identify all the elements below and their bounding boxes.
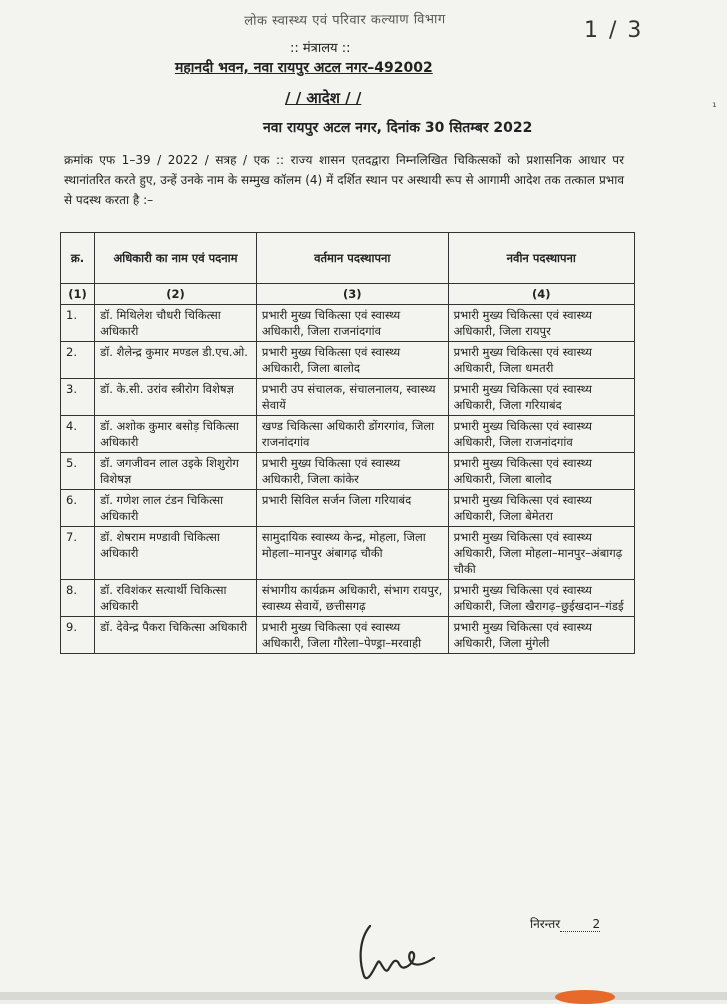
- page-number: 1 / 3: [584, 18, 644, 43]
- table-row: [61, 617, 635, 654]
- order-intro-paragraph: क्रमांक एफ 1–39 / 2022 / सत्रह / एक :: राज्य शासन एतदद्वारा निम्नलिखित चिकित्सकों को प्रशासनिक आधार पर स्थानांतरित करते हुए, उन्हें उनके नाम के सम्मुख कॉलम (4) में दर्शित स्थान पर अस्थायी रूप से आगामी आदेश तक तत्काल प्रभाव से पदस्थ करता है :–: [64, 153, 624, 207]
- header-sno: क्र.: [61, 233, 95, 284]
- table-row: [61, 580, 635, 617]
- row-new-posting: प्रभारी मुख्य चिकित्सा एवं स्वास्थ्य अधिकारी, जिला मोहला–मानपुर–अंबागढ़ चौकी: [448, 527, 634, 580]
- table-row: [61, 379, 635, 416]
- row-sno: 5.: [61, 453, 95, 490]
- row-officer-name: डॉ. रविशंकर सत्यार्थी चिकित्सा अधिकारी: [95, 580, 257, 617]
- row-current-posting: खण्ड चिकित्सा अधिकारी डोंगरगांव, जिला राजनांदगांव: [256, 416, 448, 453]
- row-sno: 1.: [61, 305, 95, 342]
- table-row: [61, 305, 635, 342]
- row-officer-name: डॉ. के.सी. उरांव स्त्रीरोग विशेषज्ञ: [95, 379, 257, 416]
- row-current-posting: प्रभारी मुख्य चिकित्सा एवं स्वास्थ्य अधिकारी, जिला गौरेला–पेण्ड्रा–मरवाही: [256, 617, 448, 654]
- row-officer-name: डॉ. शैलेन्द्र कुमार मण्डल डी.एच.ओ.: [95, 342, 257, 379]
- col-number-2: (2): [95, 284, 257, 305]
- column-number-row: [61, 284, 635, 305]
- row-current-posting: संभागीय कार्यक्रम अधिकारी, संभाग रायपुर, स्वास्थ्य सेवायें, छत्तीसगढ़: [256, 580, 448, 617]
- order-title: / / आदेश / /: [285, 89, 362, 107]
- row-new-posting: प्रभारी मुख्य चिकित्सा एवं स्वास्थ्य अधिकारी, जिला गरियाबंद: [448, 379, 634, 416]
- row-sno: 6.: [61, 490, 95, 527]
- row-officer-name: डॉ. देवेन्द्र पैकरा चिकित्सा अधिकारी: [95, 617, 257, 654]
- row-new-posting: प्रभारी मुख्य चिकित्सा एवं स्वास्थ्य अधिकारी, जिला खैरागढ़–छुईखदान–गंडई: [448, 580, 634, 617]
- row-current-posting: प्रभारी मुख्य चिकित्सा एवं स्वास्थ्य अधिकारी, जिला कांकेर: [256, 453, 448, 490]
- screen-bottom-strip: [0, 992, 727, 1000]
- table-row: [61, 416, 635, 453]
- row-new-posting: प्रभारी मुख्य चिकित्सा एवं स्वास्थ्य अधिकारी, जिला धमतरी: [448, 342, 634, 379]
- table-header-row: [61, 233, 635, 284]
- row-officer-name: डॉ. अशोक कुमार बसोड़ चिकित्सा अधिकारी: [95, 416, 257, 453]
- row-sno: 4.: [61, 416, 95, 453]
- overlay-blob: [555, 990, 615, 1004]
- row-sno: 7.: [61, 527, 95, 580]
- row-new-posting: प्रभारी मुख्य चिकित्सा एवं स्वास्थ्य अधिकारी, जिला मुंगेली: [448, 617, 634, 654]
- row-new-posting: प्रभारी मुख्य चिकित्सा एवं स्वास्थ्य अधिकारी, जिला बेमेतरा: [448, 490, 634, 527]
- continued-label: निरन्तर: [530, 917, 561, 931]
- table-row: [61, 453, 635, 490]
- table-row: [61, 342, 635, 379]
- col-number-1: (1): [61, 284, 95, 305]
- ministry-label: :: मंत्रालय ::: [290, 41, 351, 56]
- row-current-posting: प्रभारी उप संचालक, संचालनालय, स्वास्थ्य सेवायें: [256, 379, 448, 416]
- row-officer-name: डॉ. शेषराम मण्डावी चिकित्सा अधिकारी: [95, 527, 257, 580]
- col-number-3: (3): [256, 284, 448, 305]
- place-date: नवा रायपुर अटल नगर, दिनांक 30 सितम्बर 2022: [263, 120, 533, 136]
- signature: [350, 918, 440, 988]
- row-new-posting: प्रभारी मुख्य चिकित्सा एवं स्वास्थ्य अधिकारी, जिला बालोद: [448, 453, 634, 490]
- row-new-posting: प्रभारी मुख्य चिकित्सा एवं स्वास्थ्य अधिकारी, जिला राजनांदगांव: [448, 416, 634, 453]
- row-current-posting: प्रभारी मुख्य चिकित्सा एवं स्वास्थ्य अधिकारी, जिला बालोद: [256, 342, 448, 379]
- department-header: लोक स्वास्थ्य एवं परिवार कल्याण विभाग: [244, 12, 446, 29]
- row-officer-name: डॉ. गणेश लाल टंडन चिकित्सा अधिकारी: [95, 490, 257, 527]
- row-current-posting: प्रभारी सिविल सर्जन जिला गरियाबंद: [256, 490, 448, 527]
- address-line: महानदी भवन, नवा रायपुर अटल नगर–492002: [175, 60, 433, 76]
- table-row: [61, 527, 635, 580]
- col-number-4: (4): [448, 284, 634, 305]
- row-current-posting: प्रभारी मुख्य चिकित्सा एवं स्वास्थ्य अधिकारी, जिला राजनांदगांव: [256, 305, 448, 342]
- row-officer-name: डॉ. जगजीवन लाल उइके शिशुरोग विशेषज्ञ: [95, 453, 257, 490]
- row-sno: 9.: [61, 617, 95, 654]
- row-new-posting: प्रभारी मुख्य चिकित्सा एवं स्वास्थ्य अधिकारी, जिला रायपुर: [448, 305, 634, 342]
- row-sno: 3.: [61, 379, 95, 416]
- continued-note: [530, 915, 600, 932]
- row-officer-name: डॉ. मिथिलेश चौधरी चिकित्सा अधिकारी: [95, 305, 257, 342]
- header-name: अधिकारी का नाम एवं पदनाम: [95, 233, 257, 284]
- row-sno: 8.: [61, 580, 95, 617]
- header-new-posting: नवीन पदस्थापना: [448, 233, 634, 284]
- row-sno: 2.: [61, 342, 95, 379]
- header-current-posting: वर्तमान पदस्थापना: [256, 233, 448, 284]
- next-page-number: 2: [560, 917, 600, 932]
- margin-mark: ¹: [712, 100, 717, 114]
- transfer-table: [60, 232, 635, 654]
- row-current-posting: सामुदायिक स्वास्थ्य केन्द्र, मोहला, जिला मोहला–मानपुर अंबागढ़ चौकी: [256, 527, 448, 580]
- table-row: [61, 490, 635, 527]
